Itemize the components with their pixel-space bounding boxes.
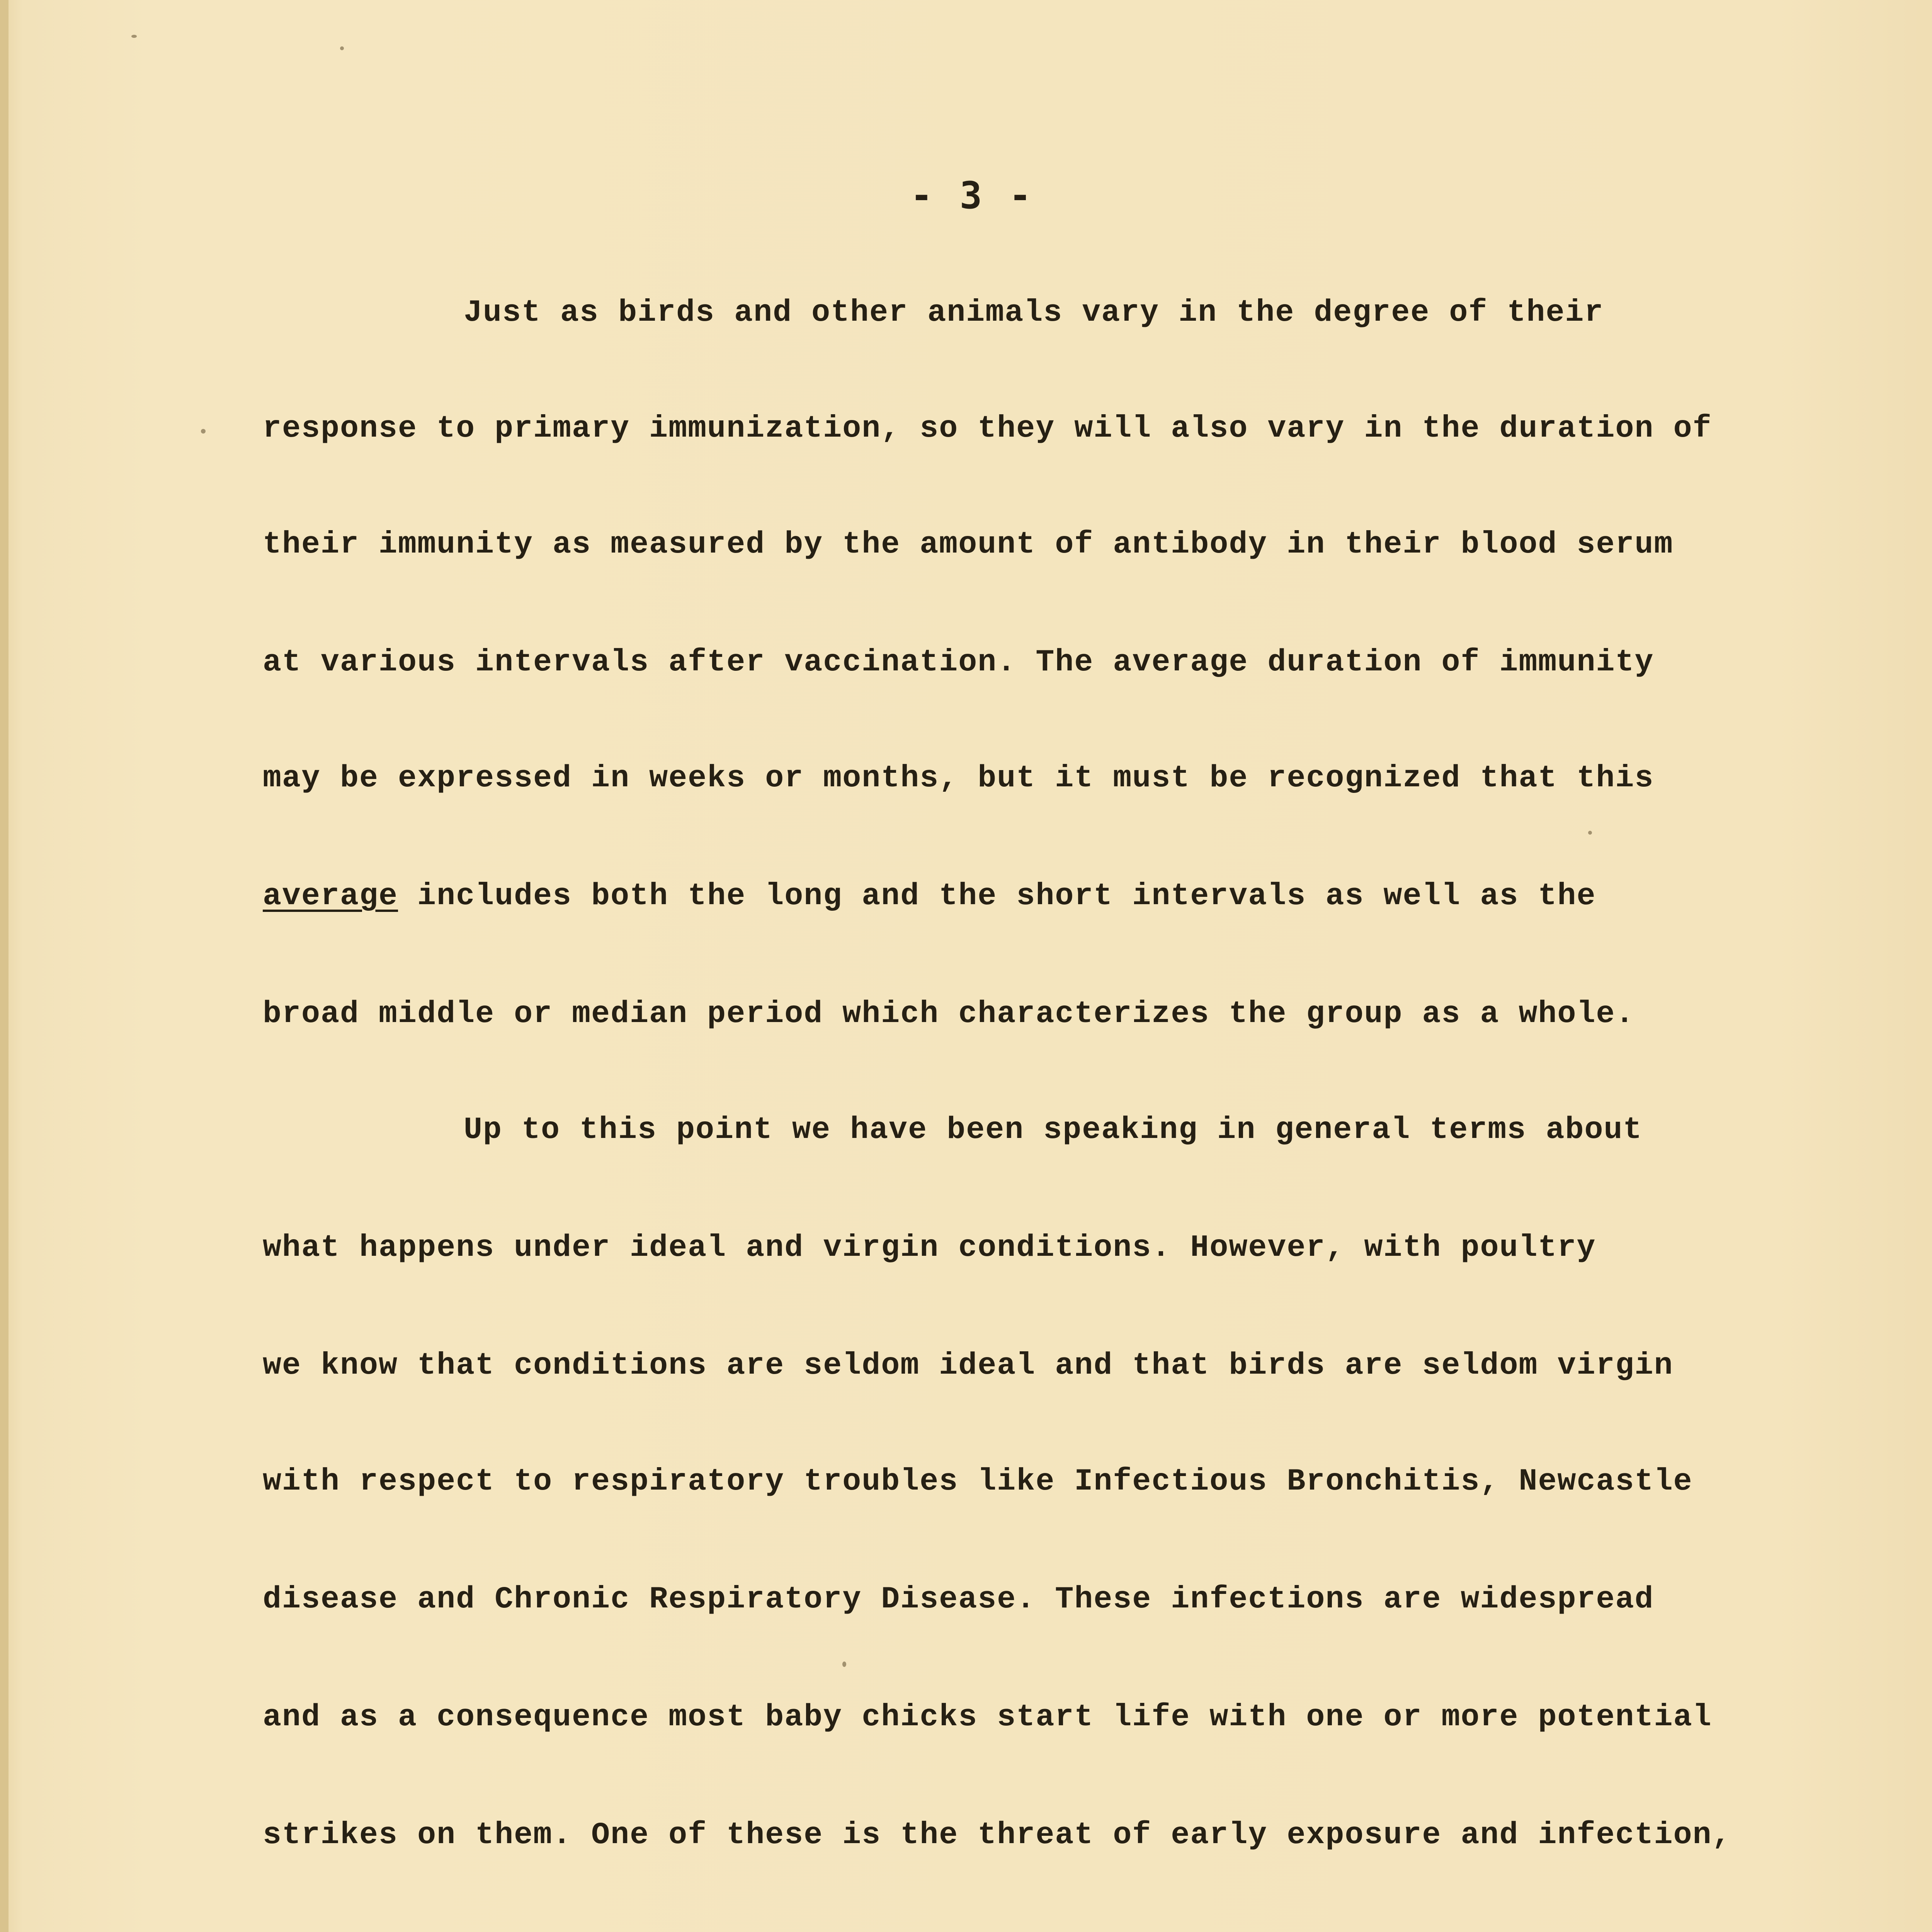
- underlined-word: average: [263, 879, 398, 914]
- text-line: broad middle or median period which characterizes the group as a whole.: [263, 997, 1635, 1032]
- paper-speck: [131, 35, 137, 38]
- text-line: what happens under ideal and virgin conditions. However, with poultry: [263, 1230, 1596, 1265]
- text-line: response to primary immunization, so they will also vary in the duration of: [263, 411, 1712, 446]
- text-line: strikes on them. One of these is the threat of early exposure and infection,: [263, 1818, 1731, 1853]
- text-line: at various intervals after vaccination. The average duration of immunity: [263, 645, 1654, 680]
- page-number: - 3 -: [910, 174, 1034, 217]
- text-line: Just as birds and other animals vary in the degree of their: [464, 295, 1604, 330]
- paper-speck: [842, 1662, 846, 1667]
- text-line: disease and Chronic Respiratory Disease. These infections are widespread: [263, 1582, 1654, 1617]
- page-edge: [0, 0, 9, 1932]
- text-line: Up to this point we have been speaking in general terms about: [464, 1112, 1643, 1148]
- text-line: with respect to respiratory troubles like Infectious Bronchitis, Newcastle: [263, 1464, 1693, 1499]
- text-line: and as a consequence most baby chicks start life with one or more potential: [263, 1700, 1712, 1735]
- text-line: may be expressed in weeks or months, but it must be recognized that this: [263, 761, 1654, 796]
- text-line: [263, 877, 1596, 916]
- paper-speck: [340, 46, 344, 50]
- paper-speck: [201, 429, 206, 434]
- text-line: their immunity as measured by the amount of antibody in their blood serum: [263, 527, 1673, 562]
- text-line: we know that conditions are seldom ideal and that birds are seldom virgin: [263, 1348, 1673, 1383]
- text-line-rest: includes both the long and the short intervals as well as the: [398, 879, 1596, 914]
- paper-speck: [1588, 831, 1592, 835]
